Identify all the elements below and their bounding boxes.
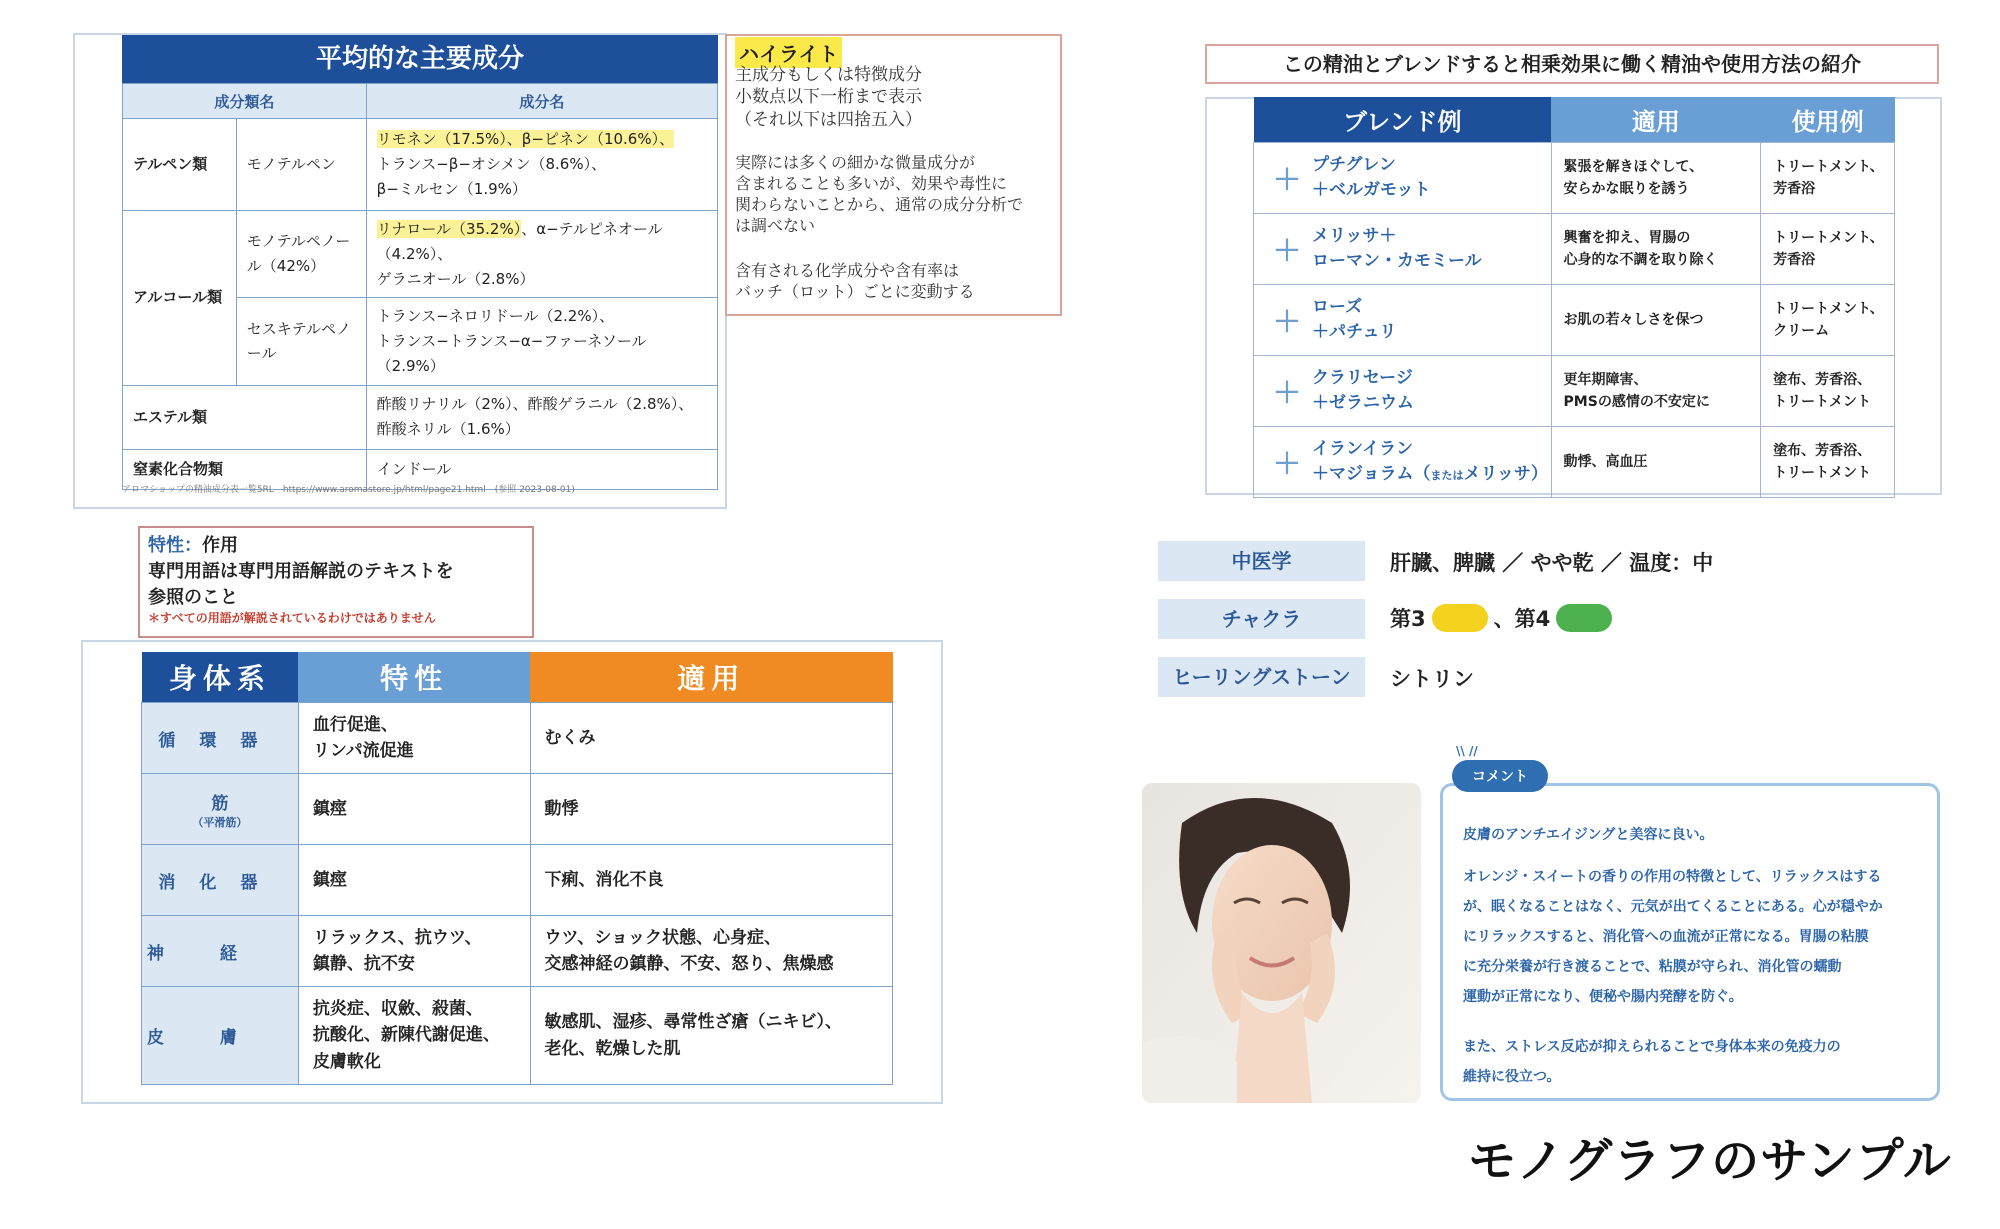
use-line: トリートメント [1773,394,1872,410]
system-name [142,774,299,845]
highlight-text [735,260,1055,302]
comment-paragraph [1463,862,1923,1012]
component-cell [366,119,717,211]
trait-line: 鎮痙 [312,798,347,819]
comment-paragraph [1463,1032,1923,1092]
header-traits: 特性 [298,652,530,703]
blend-name-part: ＋マジョラム（ [1312,464,1431,484]
tcm-value: 肝臓、脾臓 ／ やや乾 ／ 温度：中 [1390,551,1714,575]
trait-cell [298,703,530,774]
trait-line: 抗炎症、収斂、殺菌、 [312,998,483,1019]
subgroup-cell: モノテルペン [236,119,366,211]
woman-skincare-photo [1142,783,1421,1103]
apply-line: 心身的な不調を取り除く [1563,252,1718,268]
note-line: 参照のこと [148,587,238,608]
trait-line: 鎮痙 [312,869,347,890]
plus-icon: ＋ [1273,447,1302,480]
note-line: 専門用語は専門用語解説のテキストを [148,561,454,582]
chakra-4-text: 、第4 [1493,607,1551,631]
blend-table [1253,97,1895,498]
components-table [122,83,718,490]
comment-line: にリラックスすると、消化管への血流が正常になる。胃腸の粘膜 [1463,929,1869,946]
subgroup-cell: セスキテルペノール [236,298,366,385]
blend-use-cell [1761,427,1895,498]
highlighted-component: リモネン（17.5%）、β−ピネン（10.6%）、 [376,130,675,149]
blend-use-cell [1761,143,1895,214]
use-line: トリートメント [1773,465,1872,481]
apply-line: 緊張を解きほぐして、 [1563,158,1704,175]
healing-stone-value: シトリン [1390,667,1474,691]
component-line: β−ミルセン（1.9%） [376,179,527,198]
plus-icon: ＋ [1273,305,1302,338]
comment-line: オレンジ・スイートの香りの作用の特徴として、リラックスはする [1463,869,1882,885]
apply-line: お肌の若々しさを保つ [1563,311,1704,328]
chakra-value [1390,603,1618,636]
chakra-3-color-dot [1432,604,1488,632]
comment-line: 運動が正常になり、便秘や腸内発酵を防ぐ。 [1463,989,1743,1006]
blend-apply-cell [1551,356,1761,427]
table-row [1254,285,1895,356]
header-usage: 使用例 [1761,97,1895,143]
blend-apply-cell [1551,427,1761,498]
highlight-label: ハイライト [735,37,842,68]
highlight-line: 実際には多くの細かな微量成分が [735,153,976,172]
apply-line: 更年期障害、 [1563,371,1648,388]
highlighted-component: リナロール（35.2%） [376,220,522,238]
highlight-line: （それ以下は四捨五入） [735,109,922,130]
blend-apply-cell [1551,285,1761,356]
apply-line: 敏感肌、湿疹、尋常性ざ瘡（ニキビ）、 [544,1012,843,1033]
blend-use-cell [1761,285,1895,356]
blend-name: ローズ [1312,296,1363,317]
apply-line: むくみ [544,727,596,748]
highlight-text [735,152,1055,236]
chakra-label: チャクラ [1158,599,1365,639]
apply-line: 交感神経の鎮静、不安、怒り、焦燥感 [544,954,834,974]
blend-name: ＋パチュリ [1312,322,1397,342]
component-line: ゲラニオール（2.8%） [376,269,535,288]
note-heading [148,531,238,557]
comment-line: に充分栄養が行き渡ることで、粘膜が守られ、消化管の蠕動 [1463,959,1842,976]
blend-name-cell [1254,285,1552,356]
use-line: 塗布、芳香浴、 [1773,371,1872,388]
highlight-line: は調べない [735,216,816,236]
blend-name: ローマン・カモミール [1312,251,1482,271]
plus-icon: ＋ [1273,163,1302,196]
blend-use-cell [1761,356,1895,427]
apply-line: 動悸、高血圧 [1563,453,1648,470]
highlight-line: 小数点以下一桁まで表示 [735,87,922,108]
component-line: 酢酸ネリル（1.6%） [376,420,520,438]
use-line: トリートメント、 [1773,158,1884,175]
trait-line: 血行促進、 [312,714,398,735]
use-line: トリートメント、 [1773,229,1884,246]
table-row [142,845,893,916]
header-component-name: 成分名 [366,84,717,119]
comment-line: が、眠くなることはなく、元気が出てくることにある。心が穏やか [1463,899,1883,916]
apply-cell [530,703,892,774]
trait-line: 鎮静、抗不安 [312,954,415,974]
system-name-main: 筋 [211,793,229,814]
trait-line: リラックス、抗ウツ、 [312,927,482,948]
blend-name: ＋ベルガモット [1312,180,1431,200]
comment-paragraph: 皮膚のアンチエイジングと美容に良い。 [1463,827,1714,843]
source-note: アロマショップの精油成分表一覧5RL https://www.aromastore.jp/html/page21.html (参照 2023-08-01) [122,485,575,495]
note-warning: ＊すべての用語が解説されているわけではありません [148,611,436,625]
note-label: 作用 [202,535,238,556]
apply-cell [530,845,892,916]
use-line: 塗布、芳香浴、 [1773,442,1872,459]
apply-line: 興奮を抑え、胃腸の [1563,229,1691,246]
highlight-text [735,64,1055,131]
blend-name-cell [1254,143,1552,214]
blend-apply-cell [1551,214,1761,285]
healing-stone-label: ヒーリングストーン [1158,657,1365,697]
table-row [1254,356,1895,427]
plus-icon: ＋ [1273,376,1302,409]
trait-cell [298,774,530,845]
table-row [123,119,718,211]
blend-name-cell [1254,427,1552,498]
header-apply: 適用 [1551,97,1761,143]
apply-cell [530,987,892,1085]
apply-line: ウツ、ショック状態、心身症、 [544,927,781,948]
comment-line: 維持に役立つ。 [1463,1069,1561,1086]
system-name-sub: （平滑筋） [192,815,248,829]
blend-name: イランイラン [1312,438,1414,459]
trait-line: 皮膚軟化 [312,1051,381,1072]
comment-line: また、ストレス反応が抑えられることで身体本来の免疫力の [1463,1039,1841,1055]
table-row [142,774,893,845]
components-title: 平均的な主要成分 [122,35,718,83]
blend-use-cell [1761,214,1895,285]
subgroup-cell: モノテルペノール（42%） [236,211,366,298]
sparkle-icon: \\ // [1456,744,1478,758]
component-line: 酢酸リナリル（2%）、酢酸ゲラニル（2.8%）、 [376,395,694,414]
apply-line: 老化、乾燥した肌 [544,1038,681,1059]
table-row [1254,214,1895,285]
use-line: クリーム [1773,323,1830,339]
header-category: 成分類名 [123,84,367,119]
comment-badge: コメント [1452,760,1548,792]
table-row [1254,143,1895,214]
highlight-line: バッチ（ロット）ごとに変動する [735,282,975,302]
table-row [142,703,893,774]
highlight-line: 主成分もしくは特徴成分 [735,65,922,85]
component-line: トランス−ネロリドール（2.2%）、 [376,307,615,326]
component-cell: インドール [366,449,717,489]
table-row [123,211,718,298]
group-cell: 窒素化合物類 [123,449,367,489]
body-system-table [141,652,893,1085]
apply-line: 安らかな眠りを誘う [1563,181,1690,197]
header-application: 適用 [530,652,892,703]
component-line: トランス−トランス−α−ファーネソール（2.9%） [376,332,647,375]
use-line: 芳香浴 [1773,252,1816,268]
system-name: 神経 [142,916,299,987]
header-blend-example: ブレンド例 [1254,97,1552,143]
blend-name: メリッサ＋ [1312,225,1397,246]
apply-cell [530,916,892,987]
system-name: 消化器 [142,845,299,916]
apply-line: 下痢、消化不良 [544,869,664,890]
use-line: トリートメント、 [1773,300,1884,317]
table-row [123,385,718,449]
component-cell [366,385,717,449]
table-row [142,987,893,1085]
plus-icon: ＋ [1273,234,1302,267]
blend-title: この精油とブレンドすると相乗効果に働く精油や使用方法の紹介 [1205,44,1939,84]
blend-name: ＋ゼラニウム [1312,393,1414,413]
blend-name-cell [1254,356,1552,427]
trait-cell [298,845,530,916]
highlight-line: 含有される化学成分や含有率は [735,261,960,280]
component-line: トランス−β−オシメン（8.6%）、 [376,155,607,174]
component-cell [366,211,717,298]
use-line: 芳香浴 [1773,181,1816,197]
blend-apply-cell [1551,143,1761,214]
highlight-line: 関わらないことから、通常の成分分析で [735,195,1024,215]
component-line: 、α−テルピネオール（4.2%）、 [376,220,663,263]
table-row [142,916,893,987]
trait-cell [298,916,530,987]
blend-name [1312,462,1548,488]
chakra-3-text: 第3 [1390,607,1426,631]
group-cell: エステル類 [123,385,367,449]
trait-line: リンパ流促進 [312,741,414,761]
note-accent: 特性： [148,535,202,556]
blend-name-part: メリッサ） [1463,464,1548,484]
table-row [1254,427,1895,498]
blend-name-cell [1254,214,1552,285]
apply-line: 動悸 [544,798,579,819]
trait-cell [298,987,530,1085]
system-name: 皮膚 [142,987,299,1085]
blend-name: クラリセージ [1312,367,1413,388]
group-cell: アルコール類 [123,211,237,386]
header-body-system: 身体系 [142,652,299,703]
apply-cell [530,774,892,845]
apply-line: PMSの感情の不安定に [1563,394,1710,410]
highlight-line: 含まれることも多いが、効果や毒性に [735,174,1008,194]
trait-line: 抗酸化、新陳代謝促進、 [312,1025,500,1046]
chakra-4-color-dot [1556,604,1612,632]
group-cell: テルペン類 [123,119,237,211]
tcm-label: 中医学 [1158,541,1365,581]
component-cell [366,298,717,385]
blend-name-part: または [1430,469,1464,482]
blend-name: プチグレン [1312,154,1396,175]
system-name: 循環器 [142,703,299,774]
sample-title: モノグラフのサンプル [1468,1133,1952,1189]
